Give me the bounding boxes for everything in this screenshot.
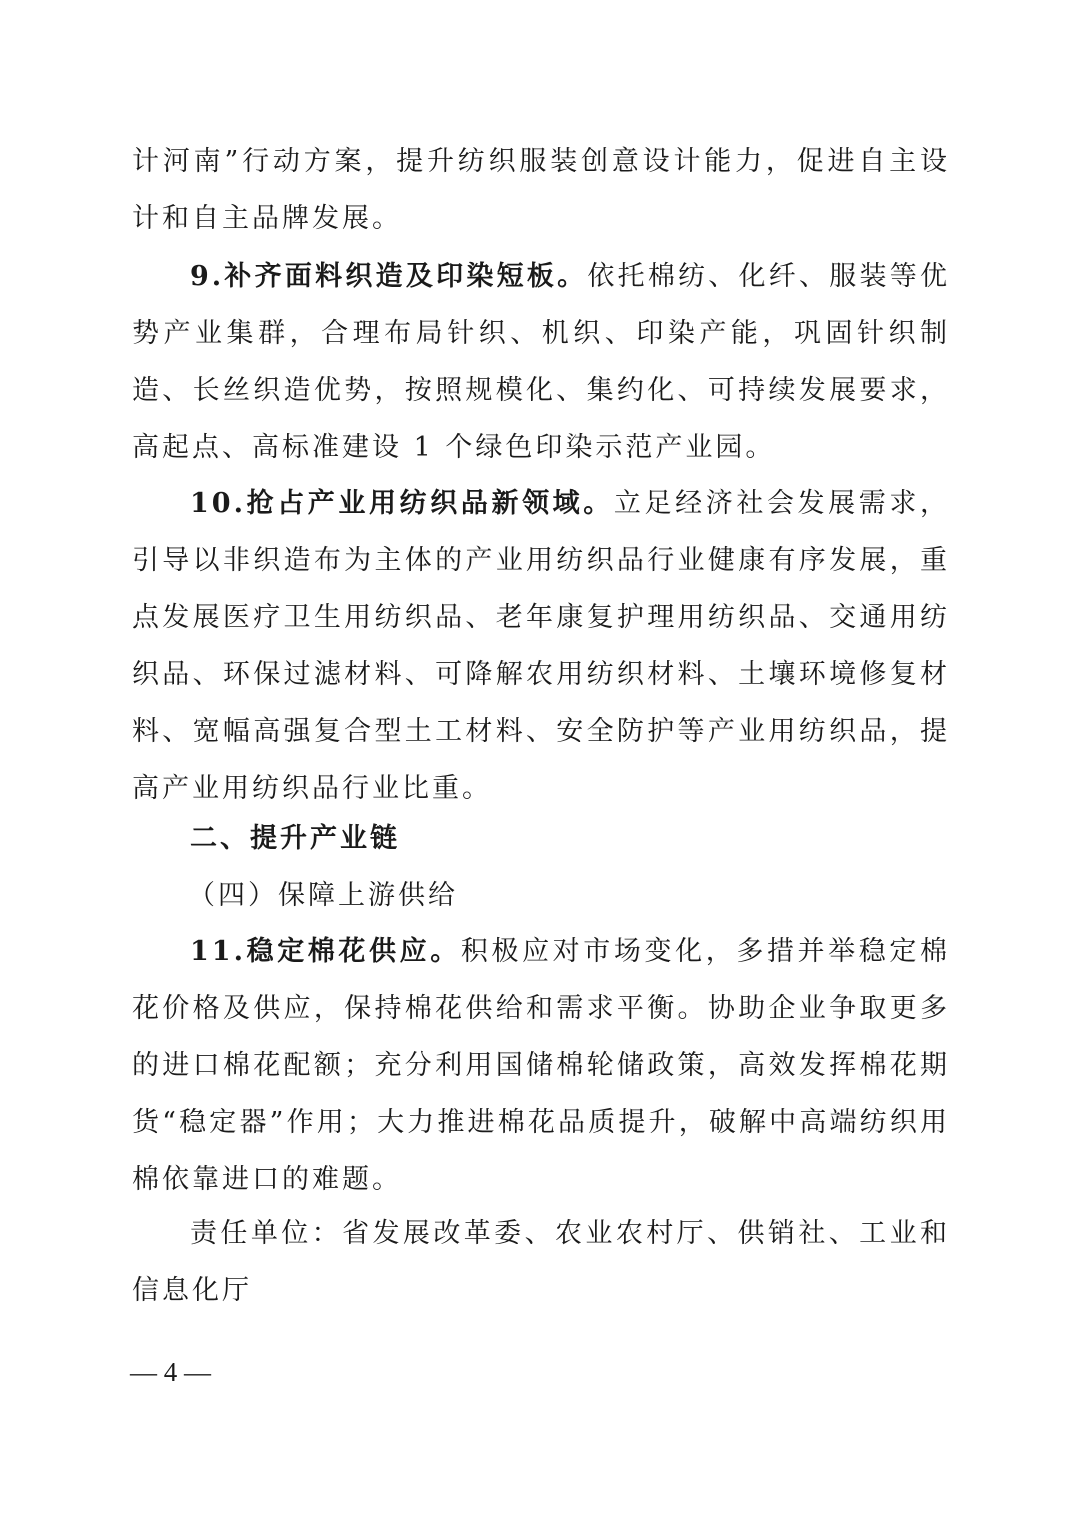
section-heading: 二、提升产业链 [190,823,400,854]
item-9-title: 9.补齐面料织造及印染短板。 [190,261,588,292]
page-number: — 4 — [130,1357,211,1387]
item-10-title: 10.抢占产业用纺织品新领域。 [190,488,614,519]
item-11-title: 11.稳定棉花供应。 [190,936,461,967]
item-9-body: 依托棉纺、化纤、服装等优势产业集群，合理布局针织、机织、印染产能，巩固针织制造、长丝织造优势，按照规模化、集约化、可持续发展要求，高起点、高标准建设 1 个绿色印染示范产业园。 [132,261,951,463]
paragraph-item-10 [132,475,950,817]
subsection-heading: （四）保障上游供给 [188,880,458,911]
paragraph-item-9 [132,248,950,476]
item-10-body: 立足经济社会发展需求，引导以非织造布为主体的产业用纺织品行业健康有序发展，重点发展医疗卫生用纺织品、老年康复护理用纺织品、交通用纺织品、环保过滤材料、可降解农用纺织材料、土壤环境修复材料、宽幅高强复合型土工材料、安全防护等产业用纺织品，提高产业用纺织品行业比重。 [132,488,950,804]
item-11-body: 积极应对市场变化，多措并举稳定棉花价格及供应，保持棉花供给和需求平衡。协助企业争取更多的进口棉花配额；充分利用国储棉轮储政策，高效发挥棉花期货“稳定器”作用；大力推进棉花品质提升，破解中高端纺织用棉依靠进口的难题。 [132,936,950,1195]
responsibility-paragraph: 责任单位：省发展改革委、农业农村厅、供销社、工业和信息化厅 [132,1218,950,1306]
paragraph-item-11 [132,923,950,1208]
paragraph-continuation: 计河南”行动方案，提升纺织服装创意设计能力，促进自主设计和自主品牌发展。 [132,146,950,234]
